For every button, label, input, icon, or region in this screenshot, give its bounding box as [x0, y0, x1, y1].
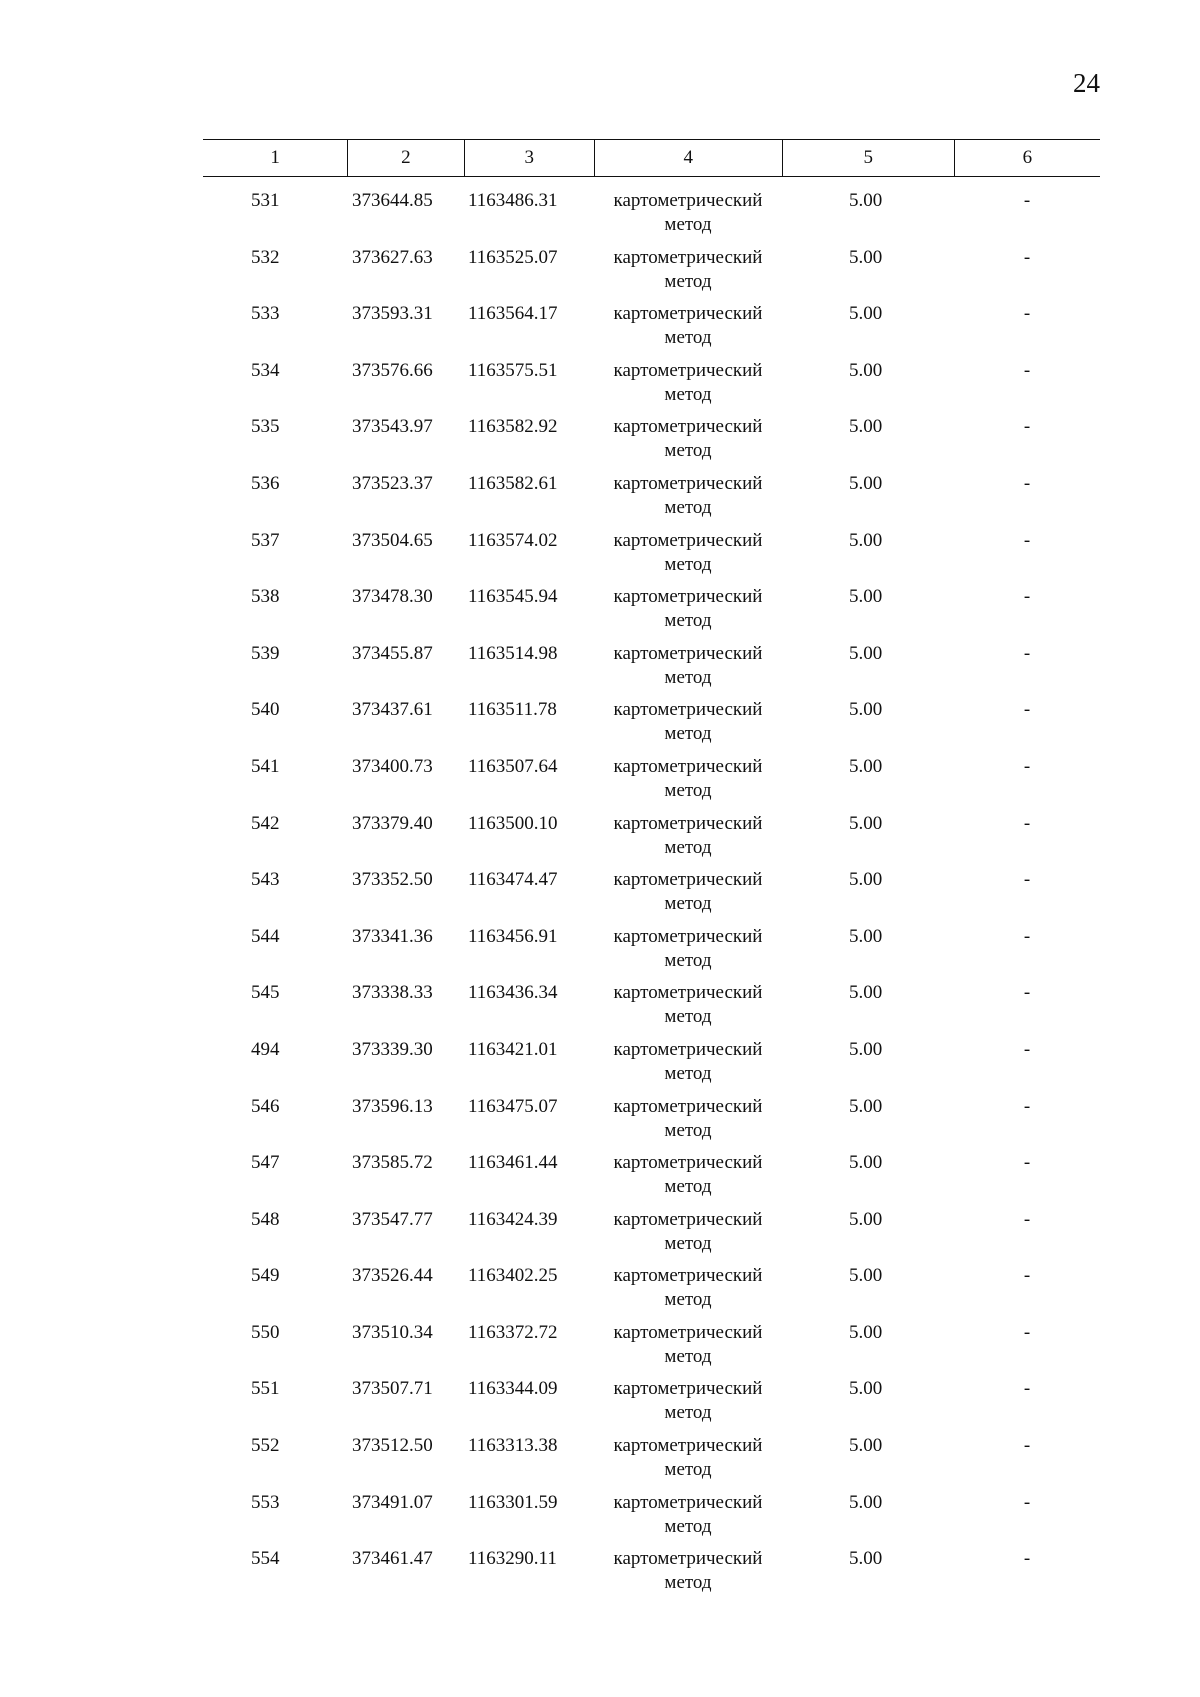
method-cell [594, 1095, 782, 1152]
column-header-6: 6 [954, 140, 1100, 176]
accuracy-cell: 5.00 [849, 303, 883, 325]
method-cell [594, 868, 782, 925]
x-coordinate-cell: 373339.30 [352, 1038, 433, 1060]
table-row [203, 1547, 1100, 1604]
point-number-cell: 543 [251, 869, 280, 891]
x-coordinate-cell: 373526.44 [352, 1265, 433, 1287]
table-row [203, 302, 1100, 359]
x-coordinate-cell: 373461.47 [352, 1548, 433, 1570]
y-coordinate-cell: 1163564.17 [468, 303, 558, 325]
table-row [203, 1434, 1100, 1491]
method-cell [594, 1377, 782, 1434]
y-coordinate-cell: 1163582.92 [468, 416, 558, 438]
page-number: 24 [1073, 68, 1100, 98]
method-cell [594, 1208, 782, 1265]
method-line-2: метод [664, 1572, 712, 1594]
method-line-2: метод [664, 1459, 712, 1481]
point-number-cell: 544 [251, 925, 280, 947]
table-row [203, 642, 1100, 699]
table-row [203, 1264, 1100, 1321]
note-cell: - [1023, 190, 1031, 211]
accuracy-cell: 5.00 [849, 1378, 883, 1400]
x-coordinate-cell: 373338.33 [352, 982, 433, 1004]
method-line-2: метод [664, 1345, 712, 1367]
accuracy-cell: 5.00 [849, 586, 883, 608]
y-coordinate-cell: 1163313.38 [468, 1435, 558, 1457]
table-header [203, 139, 1100, 177]
point-number-cell: 542 [251, 812, 280, 834]
point-number-cell: 545 [251, 982, 280, 1004]
method-line-1: картометрический [613, 303, 763, 325]
table-body [203, 189, 1100, 1604]
table-row [203, 698, 1100, 755]
point-number-cell: 553 [251, 1491, 280, 1513]
note-cell: - [1023, 472, 1031, 494]
method-cell [594, 981, 782, 1038]
x-coordinate-cell: 373585.72 [352, 1152, 433, 1174]
note-cell: - [1023, 1321, 1031, 1343]
note-cell: - [1023, 869, 1031, 891]
method-cell [594, 642, 782, 699]
note-cell: - [1023, 586, 1031, 608]
y-coordinate-cell: 1163575.51 [468, 359, 558, 381]
accuracy-cell: 5.00 [849, 1321, 883, 1343]
method-line-1: картометрический [613, 1095, 763, 1117]
accuracy-cell: 5.00 [849, 529, 883, 551]
method-line-1: картометрический [613, 190, 763, 211]
note-cell: - [1023, 1491, 1031, 1513]
method-line-2: метод [664, 1176, 712, 1198]
accuracy-cell: 5.00 [849, 1435, 883, 1457]
x-coordinate-cell: 373543.97 [352, 416, 433, 438]
table-row [203, 1095, 1100, 1152]
x-coordinate-cell: 373455.87 [352, 642, 433, 664]
table-row [203, 1038, 1100, 1095]
method-cell [594, 415, 782, 472]
y-coordinate-cell: 1163486.31 [468, 190, 558, 211]
method-line-1: картометрический [613, 699, 763, 721]
note-cell: - [1023, 246, 1031, 268]
method-cell [594, 529, 782, 586]
method-line-1: картометрический [613, 755, 763, 777]
column-header-1: 1 [270, 147, 280, 168]
point-number-cell: 536 [251, 472, 280, 494]
table-row [203, 472, 1100, 529]
note-cell: - [1023, 303, 1031, 325]
note-cell: - [1023, 1435, 1031, 1457]
method-cell [594, 585, 782, 642]
y-coordinate-cell: 1163461.44 [468, 1152, 558, 1174]
table-row [203, 812, 1100, 869]
method-line-1: картометрический [613, 1038, 763, 1060]
method-line-1: картометрический [613, 812, 763, 834]
accuracy-cell: 5.00 [849, 812, 883, 834]
point-number-cell: 550 [251, 1321, 280, 1343]
point-number-cell: 494 [251, 1038, 280, 1060]
x-coordinate-cell: 373437.61 [352, 699, 433, 721]
method-cell [594, 1321, 782, 1378]
x-coordinate-cell: 373644.85 [352, 190, 433, 211]
method-line-1: картометрический [613, 1208, 763, 1230]
column-header-4: 4 [594, 140, 782, 176]
method-line-2: метод [664, 723, 712, 745]
y-coordinate-cell: 1163301.59 [468, 1491, 558, 1513]
note-cell: - [1023, 699, 1031, 721]
x-coordinate-cell: 373341.36 [352, 925, 433, 947]
method-line-1: картометрический [613, 1265, 763, 1287]
table-row [203, 585, 1100, 642]
accuracy-cell: 5.00 [849, 982, 883, 1004]
point-number-cell: 552 [251, 1435, 280, 1457]
note-cell: - [1023, 982, 1031, 1004]
point-number-cell: 537 [251, 529, 280, 551]
method-line-2: метод [664, 496, 712, 518]
method-line-1: картометрический [613, 1548, 763, 1570]
y-coordinate-cell: 1163372.72 [468, 1321, 558, 1343]
accuracy-cell: 5.00 [849, 1208, 883, 1230]
point-number-cell: 546 [251, 1095, 280, 1117]
accuracy-cell: 5.00 [849, 869, 883, 891]
note-cell: - [1023, 812, 1031, 834]
y-coordinate-cell: 1163421.01 [468, 1038, 558, 1060]
table-row [203, 868, 1100, 925]
method-line-2: метод [664, 836, 712, 858]
method-line-2: метод [664, 1402, 712, 1424]
accuracy-cell: 5.00 [849, 1491, 883, 1513]
method-line-1: картометрический [613, 1321, 763, 1343]
x-coordinate-cell: 373504.65 [352, 529, 433, 551]
point-number-cell: 539 [251, 642, 280, 664]
x-coordinate-cell: 373547.77 [352, 1208, 433, 1230]
note-cell: - [1023, 1208, 1031, 1230]
method-cell [594, 1434, 782, 1491]
method-line-2: метод [664, 440, 712, 462]
method-line-1: картометрический [613, 982, 763, 1004]
x-coordinate-cell: 373400.73 [352, 755, 433, 777]
point-number-cell: 531 [251, 190, 280, 211]
method-line-2: метод [664, 383, 712, 405]
method-line-2: метод [664, 893, 712, 915]
x-coordinate-cell: 373593.31 [352, 303, 433, 325]
method-line-2: метод [664, 270, 712, 292]
accuracy-cell: 5.00 [849, 1265, 883, 1287]
method-line-2: метод [664, 949, 712, 971]
accuracy-cell: 5.00 [849, 1548, 883, 1570]
column-header-3: 3 [464, 140, 594, 176]
accuracy-cell: 5.00 [849, 755, 883, 777]
y-coordinate-cell: 1163507.64 [468, 755, 558, 777]
table-row [203, 246, 1100, 303]
x-coordinate-cell: 373523.37 [352, 472, 433, 494]
note-cell: - [1023, 1095, 1031, 1117]
method-line-1: картометрический [613, 1435, 763, 1457]
method-line-2: метод [664, 666, 712, 688]
accuracy-cell: 5.00 [849, 472, 883, 494]
method-line-1: картометрический [613, 472, 763, 494]
x-coordinate-cell: 373507.71 [352, 1378, 433, 1400]
accuracy-cell: 5.00 [849, 1038, 883, 1060]
point-number-cell: 549 [251, 1265, 280, 1287]
accuracy-cell: 5.00 [849, 246, 883, 268]
accuracy-cell: 5.00 [849, 416, 883, 438]
method-line-1: картометрический [613, 1491, 763, 1513]
note-cell: - [1023, 1152, 1031, 1174]
method-cell [594, 925, 782, 982]
method-cell [594, 698, 782, 755]
accuracy-cell: 5.00 [849, 699, 883, 721]
table-row [203, 1491, 1100, 1548]
x-coordinate-cell: 373596.13 [352, 1095, 433, 1117]
column-header-2: 2 [347, 140, 463, 176]
method-cell [594, 359, 782, 416]
table-row [203, 981, 1100, 1038]
table-row [203, 1208, 1100, 1265]
note-cell: - [1023, 359, 1031, 381]
x-coordinate-cell: 373510.34 [352, 1321, 433, 1343]
note-cell: - [1023, 1038, 1031, 1060]
table-row [203, 925, 1100, 982]
x-coordinate-cell: 373512.50 [352, 1435, 433, 1457]
y-coordinate-cell: 1163290.11 [468, 1548, 557, 1570]
method-line-1: картометрический [613, 642, 763, 664]
note-cell: - [1023, 1548, 1031, 1570]
accuracy-cell: 5.00 [849, 190, 883, 211]
y-coordinate-cell: 1163545.94 [468, 586, 558, 608]
table-row [203, 529, 1100, 586]
y-coordinate-cell: 1163500.10 [468, 812, 558, 834]
y-coordinate-cell: 1163474.47 [468, 869, 558, 891]
table-row [203, 359, 1100, 416]
x-coordinate-cell: 373379.40 [352, 812, 433, 834]
y-coordinate-cell: 1163436.34 [468, 982, 558, 1004]
note-cell: - [1023, 1265, 1031, 1287]
method-cell [594, 472, 782, 529]
y-coordinate-cell: 1163582.61 [468, 472, 558, 494]
method-line-2: метод [664, 1006, 712, 1028]
column-header-5: 5 [782, 140, 954, 176]
table-row [203, 1151, 1100, 1208]
point-number-cell: 554 [251, 1548, 280, 1570]
method-cell [594, 1151, 782, 1208]
y-coordinate-cell: 1163475.07 [468, 1095, 558, 1117]
note-cell: - [1023, 1378, 1031, 1400]
y-coordinate-cell: 1163424.39 [468, 1208, 558, 1230]
table-row [203, 755, 1100, 812]
method-line-2: метод [664, 1232, 712, 1254]
point-number-cell: 534 [251, 359, 280, 381]
table-row [203, 189, 1100, 246]
method-cell [594, 246, 782, 303]
method-cell [594, 1038, 782, 1095]
method-line-1: картометрический [613, 1378, 763, 1400]
y-coordinate-cell: 1163456.91 [468, 925, 558, 947]
method-line-2: метод [664, 1289, 712, 1311]
x-coordinate-cell: 373491.07 [352, 1491, 433, 1513]
y-coordinate-cell: 1163514.98 [468, 642, 558, 664]
table-row [203, 1321, 1100, 1378]
point-number-cell: 535 [251, 416, 280, 438]
method-line-1: картометрический [613, 359, 763, 381]
method-cell [594, 755, 782, 812]
method-line-1: картометрический [613, 1152, 763, 1174]
method-line-2: метод [664, 214, 712, 235]
point-number-cell: 547 [251, 1152, 280, 1174]
note-cell: - [1023, 416, 1031, 438]
y-coordinate-cell: 1163525.07 [468, 246, 558, 268]
note-cell: - [1023, 529, 1031, 551]
method-line-1: картометрический [613, 416, 763, 438]
method-line-2: метод [664, 779, 712, 801]
method-line-2: метод [664, 1062, 712, 1084]
x-coordinate-cell: 373627.63 [352, 246, 433, 268]
x-coordinate-cell: 373352.50 [352, 869, 433, 891]
point-number-cell: 538 [251, 586, 280, 608]
method-line-1: картометрический [613, 869, 763, 891]
point-number-cell: 533 [251, 303, 280, 325]
accuracy-cell: 5.00 [849, 1095, 883, 1117]
accuracy-cell: 5.00 [849, 1152, 883, 1174]
y-coordinate-cell: 1163574.02 [468, 529, 558, 551]
note-cell: - [1023, 925, 1031, 947]
method-cell [594, 1264, 782, 1321]
note-cell: - [1023, 755, 1031, 777]
point-number-cell: 532 [251, 246, 280, 268]
table-row [203, 1377, 1100, 1434]
method-cell [594, 302, 782, 359]
method-line-1: картометрический [613, 529, 763, 551]
method-cell [594, 189, 782, 246]
accuracy-cell: 5.00 [849, 925, 883, 947]
method-line-1: картометрический [613, 925, 763, 947]
point-number-cell: 541 [251, 755, 280, 777]
method-line-1: картометрический [613, 586, 763, 608]
x-coordinate-cell: 373478.30 [352, 586, 433, 608]
method-cell [594, 1491, 782, 1548]
method-line-2: метод [664, 1119, 712, 1141]
y-coordinate-cell: 1163511.78 [468, 699, 557, 721]
method-line-1: картометрический [613, 246, 763, 268]
accuracy-cell: 5.00 [849, 359, 883, 381]
accuracy-cell: 5.00 [849, 642, 883, 664]
y-coordinate-cell: 1163344.09 [468, 1378, 558, 1400]
method-cell [594, 812, 782, 869]
x-coordinate-cell: 373576.66 [352, 359, 433, 381]
y-coordinate-cell: 1163402.25 [468, 1265, 558, 1287]
method-line-2: метод [664, 327, 712, 349]
method-line-2: метод [664, 1515, 712, 1537]
method-line-2: метод [664, 610, 712, 632]
point-number-cell: 540 [251, 699, 280, 721]
point-number-cell: 551 [251, 1378, 280, 1400]
method-line-2: метод [664, 553, 712, 575]
method-cell [594, 1547, 782, 1604]
table-row [203, 415, 1100, 472]
note-cell: - [1023, 642, 1031, 664]
point-number-cell: 548 [251, 1208, 280, 1230]
